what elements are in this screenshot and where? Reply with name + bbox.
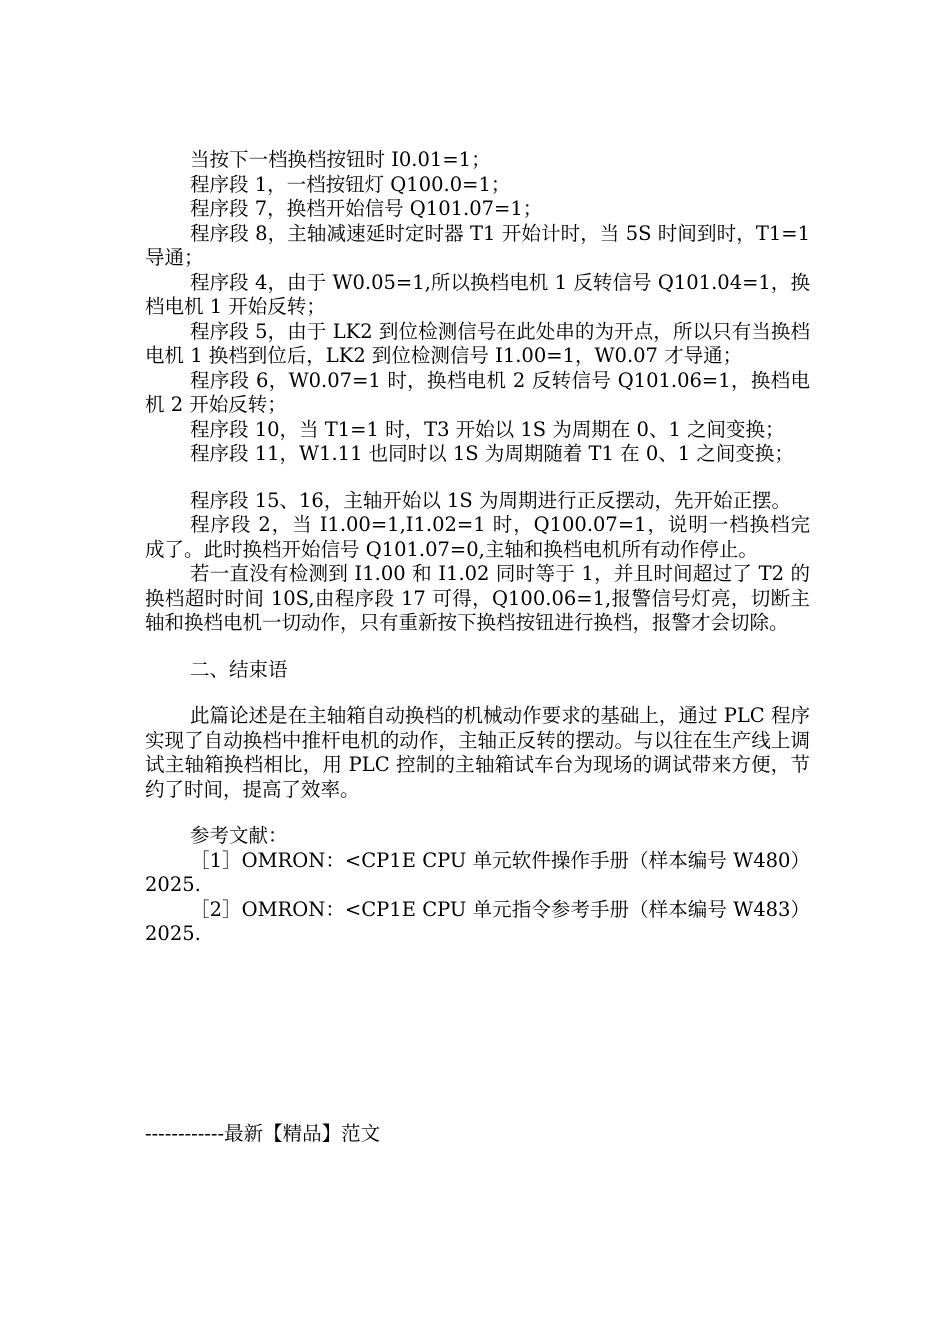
paragraph: 程序段 15、16，主轴开始以 1S 为周期进行正反摆动，先开始正摆。 bbox=[190, 488, 791, 512]
paragraph: 程序段 4，由于 W0.05=1,所以换档电机 1 反转信号 Q101.04=1，换档电机 1 开始反转； bbox=[145, 270, 810, 318]
reference-item: ［1］OMRON：<CP1E CPU 单元软件操作手册（样本编号 W480）2025. bbox=[145, 848, 810, 896]
blank-line bbox=[145, 802, 810, 824]
blank-line bbox=[145, 636, 810, 658]
paragraph: 程序段 6，W0.07=1 时，换档电机 2 反转信号 Q101.06=1，换档电机 2 开始反转； bbox=[145, 368, 810, 416]
conclusion-paragraph: 此篇论述是在主轴箱自动换档的机械动作要求的基础上，通过 PLC 程序实现了自动换档中推杆电机的动作，主轴正反转的摆动。与以往在生产线上调试主轴箱换档相比，用 PLC 控制的主轴箱试车台为现场的调试带来方便，节约了时间，提高了效率。 bbox=[145, 704, 810, 801]
section-heading: 二、结束语 bbox=[190, 657, 288, 681]
paragraph: 当按下一档换档按钮时 I0.01=1； bbox=[190, 148, 491, 171]
references-title: 参考文献： bbox=[190, 824, 288, 847]
paragraph: 程序段 8，主轴减速延时定时器 T1 开始计时，当 5S 时间到时，T1=1 导通； bbox=[145, 221, 810, 269]
footer-text: ------------最新【精品】范文 bbox=[145, 1122, 381, 1145]
reference-item: ［2］OMRON：<CP1E CPU 单元指令参考手册（样本编号 W483）2025. bbox=[145, 897, 810, 945]
document-body bbox=[145, 148, 810, 947]
paragraph: 程序段 5，由于 LK2 到位检测信号在此处串的为开点，所以只有当换档电机 1 换档到位后，LK2 到位检测信号 I1.00=1，W0.07 才导通； bbox=[145, 319, 810, 367]
blank-line bbox=[145, 467, 810, 489]
paragraph: 程序段 10，当 T1=1 时，T3 开始以 1S 为周期在 0、1 之间变换； bbox=[190, 417, 785, 441]
paragraph: 程序段 2，当 I1.00=1,I1.02=1 时，Q100.07=1，说明一档换档完成了。此时换档开始信号 Q101.07=0,主轴和换档电机所有动作停止。 bbox=[145, 513, 810, 561]
paragraph: 若一直没有检测到 I1.00 和 I1.02 同时等于 1，并且时间超过了 T2 的换档超时时间 10S,由程序段 17 可得，Q100.06=1,报警信号灯亮，切断主轴和换档电机一切动作，只有重新按下换档按钮进行换档，报警才会切除。 bbox=[145, 562, 810, 634]
paragraph: 程序段 7，换档开始信号 Q101.07=1； bbox=[190, 197, 543, 220]
paragraph: 程序段 11，W1.11 也同时以 1S 为周期随着 T1 在 0、1 之间变换； bbox=[190, 442, 794, 465]
paragraph: 程序段 1，一档按钮灯 Q100.0=1； bbox=[190, 172, 511, 196]
blank-line bbox=[145, 682, 810, 704]
